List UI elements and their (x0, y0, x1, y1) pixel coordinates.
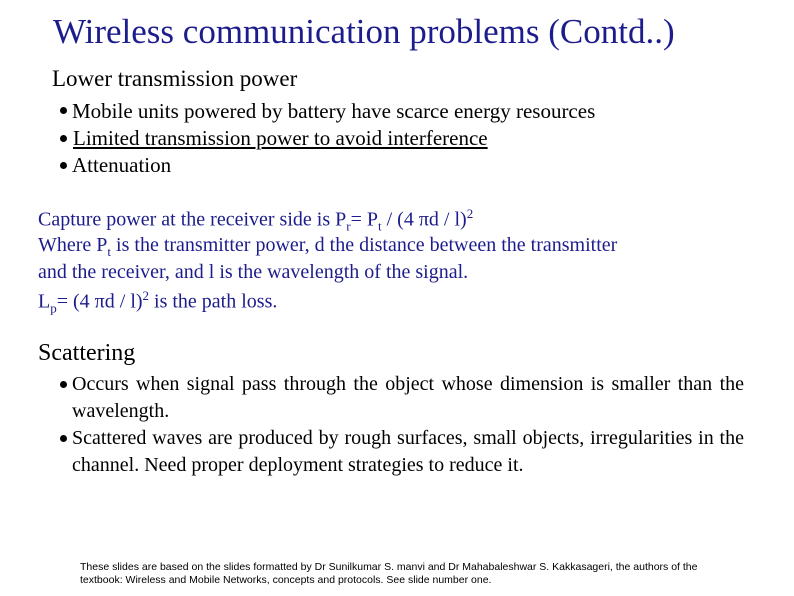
capture-text: is the path loss. (149, 290, 278, 313)
bullet-occurs: Occurs when signal pass through the object whose dimension is smaller than the wavelength. (72, 373, 744, 422)
subscript: t (377, 218, 382, 234)
footer-note: These slides are based on the slides formatted by Dr Sunilkumar S. manvi and Dr Mahabaleshwar S. Kakkasageri, the authors of the textbook: Wireless and Mobile Networks, concepts and protocols. See slide number one. (80, 561, 698, 586)
capture-text: Capture power at the receiver side is P (38, 208, 347, 231)
bullet-dot-icon (60, 107, 67, 114)
bullet-dot-icon (60, 381, 67, 388)
capture-text: Where P (38, 234, 108, 256)
subscript: r (346, 218, 351, 234)
capture-text: is the transmitter power, d the distance between the transmitter (111, 234, 618, 256)
capture-line-1 (38, 206, 473, 235)
bullet-dot-icon (60, 135, 67, 142)
lower-transmission-heading: Lower transmission power (52, 66, 298, 91)
capture-text: / (4 πd / l) (381, 208, 467, 231)
capture-text: = P (350, 208, 378, 231)
bullet-attenuation: Attenuation (72, 153, 172, 177)
capture-line-4 (38, 288, 277, 317)
bullet-limited-power: Limited transmission power to avoid interference (73, 126, 488, 150)
capture-text: = (4 πd / l) (56, 290, 143, 313)
slide-title: Wireless communication problems (Contd..) (53, 12, 675, 51)
capture-line-2 (38, 234, 617, 260)
superscript: 2 (466, 206, 474, 221)
superscript: 2 (142, 288, 150, 303)
subscript: t (107, 244, 112, 259)
capture-text: L (38, 290, 51, 313)
bullet-battery: Mobile units powered by battery have scarce energy resources (72, 99, 596, 123)
subscript: p (50, 300, 57, 316)
bullet-scattered-waves: Scattered waves are produced by rough surfaces, small objects, irregularities in the channel. Need proper deployment strategies to reduce it. (72, 427, 744, 476)
bullet-dot-icon (60, 435, 67, 442)
scattering-heading: Scattering (38, 340, 136, 366)
capture-line-3: and the receiver, and l is the wavelength of the signal. (38, 261, 469, 283)
bullet-dot-icon (60, 162, 67, 169)
